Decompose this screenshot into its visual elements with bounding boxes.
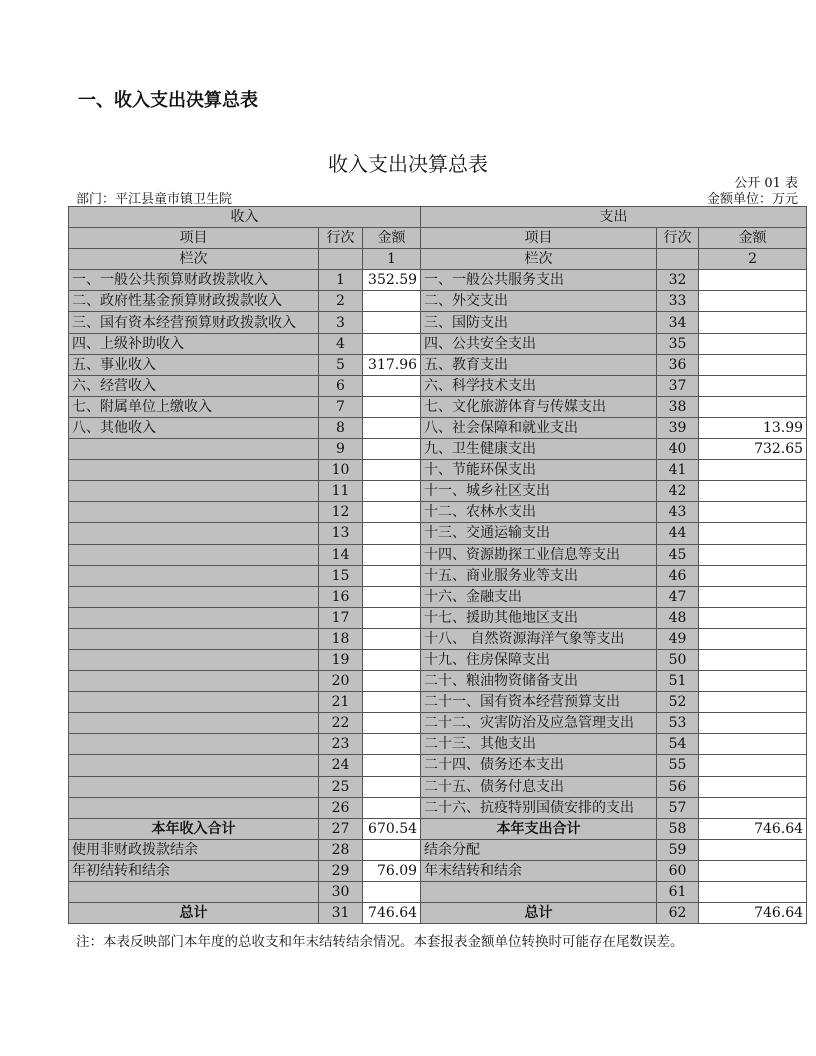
expense-amount — [699, 649, 807, 670]
expense-amount — [699, 565, 807, 586]
income-amount — [363, 649, 421, 670]
expense-item: 本年支出合计 — [421, 818, 657, 839]
expense-amount — [699, 882, 807, 903]
expense-amount — [699, 734, 807, 755]
table-row — [69, 797, 807, 818]
income-item — [69, 649, 319, 670]
table-row — [69, 523, 807, 544]
expense-item: 二十一、国有资本经营预算支出 — [421, 692, 657, 713]
income-amount: 670.54 — [363, 818, 421, 839]
expense-item: 十四、资源勘探工业信息等支出 — [421, 544, 657, 565]
expense-item: 年末结转和结余 — [421, 860, 657, 881]
income-amount: 317.96 — [363, 354, 421, 375]
income-item — [69, 607, 319, 628]
expense-item: 二十三、其他支出 — [421, 734, 657, 755]
income-amount: 352.59 — [363, 270, 421, 291]
expense-header: 支出 — [421, 207, 807, 228]
expense-line-number: 53 — [657, 713, 699, 734]
expense-line-number: 37 — [657, 375, 699, 396]
table-row — [69, 734, 807, 755]
expense-line-number: 59 — [657, 839, 699, 860]
expense-amount — [699, 692, 807, 713]
income-line-number: 2 — [319, 291, 363, 312]
income-item — [69, 439, 319, 460]
expense-amount — [699, 291, 807, 312]
income-item: 六、经营收入 — [69, 375, 319, 396]
expense-line-number: 55 — [657, 755, 699, 776]
expense-line-number: 50 — [657, 649, 699, 670]
income-line-number: 24 — [319, 755, 363, 776]
expense-line-number: 45 — [657, 544, 699, 565]
expense-line-number: 34 — [657, 312, 699, 333]
table-row — [69, 818, 807, 839]
expense-item: 十、节能环保支出 — [421, 460, 657, 481]
income-amount: 76.09 — [363, 860, 421, 881]
expense-amount — [699, 460, 807, 481]
expense-item: 十七、援助其他地区支出 — [421, 607, 657, 628]
section-title: 一、收入支出决算总表 — [78, 90, 258, 111]
expense-line-number: 35 — [657, 333, 699, 354]
expense-line-number: 41 — [657, 460, 699, 481]
income-item — [69, 755, 319, 776]
income-item — [69, 797, 319, 818]
income-line-number: 15 — [319, 565, 363, 586]
expense-amount — [699, 671, 807, 692]
expense-amount — [699, 333, 807, 354]
expense-item: 十五、商业服务业等支出 — [421, 565, 657, 586]
income-amount — [363, 291, 421, 312]
income-amount — [363, 628, 421, 649]
income-line-number: 18 — [319, 628, 363, 649]
expense-line-number: 58 — [657, 818, 699, 839]
income-amount — [363, 607, 421, 628]
income-amount — [363, 734, 421, 755]
expense-item: 十八、 自然资源海洋气象等支出 — [421, 628, 657, 649]
income-line-number: 21 — [319, 692, 363, 713]
income-line-number: 27 — [319, 818, 363, 839]
income-line-number: 8 — [319, 417, 363, 438]
income-amount — [363, 439, 421, 460]
expense-item: 十三、交通运输支出 — [421, 523, 657, 544]
income-expense-table — [68, 206, 807, 924]
income-item: 四、上级补助收入 — [69, 333, 319, 354]
expense-line-header: 行次 — [657, 228, 699, 249]
expense-item: 十一、城乡社区支出 — [421, 481, 657, 502]
income-amount — [363, 671, 421, 692]
expense-amount — [699, 396, 807, 417]
income-line-number: 31 — [319, 903, 363, 924]
expense-amount: 13.99 — [699, 417, 807, 438]
income-item: 一、一般公共预算财政拨款收入 — [69, 270, 319, 291]
income-line-number: 19 — [319, 649, 363, 670]
income-item: 七、附属单位上缴收入 — [69, 396, 319, 417]
expense-item: 十二、农林水支出 — [421, 502, 657, 523]
income-item-header: 项目 — [69, 228, 319, 249]
expense-amount — [699, 607, 807, 628]
table-row — [69, 460, 807, 481]
income-amount — [363, 797, 421, 818]
expense-item: 二、外交支出 — [421, 291, 657, 312]
expense-item: 八、社会保障和就业支出 — [421, 417, 657, 438]
expense-item: 一、一般公共服务支出 — [421, 270, 657, 291]
income-line-number: 10 — [319, 460, 363, 481]
income-line-number: 7 — [319, 396, 363, 417]
expense-item: 十九、住房保障支出 — [421, 649, 657, 670]
table-row — [69, 439, 807, 460]
expense-amount — [699, 776, 807, 797]
table-row — [69, 502, 807, 523]
income-line-number: 26 — [319, 797, 363, 818]
table-row — [69, 713, 807, 734]
form-number: 公开 01 表 — [734, 176, 798, 191]
expense-item: 四、公共安全支出 — [421, 333, 657, 354]
income-item — [69, 671, 319, 692]
expense-line-number: 51 — [657, 671, 699, 692]
income-line-number: 11 — [319, 481, 363, 502]
income-item — [69, 544, 319, 565]
expense-line-number: 40 — [657, 439, 699, 460]
expense-line-number: 56 — [657, 776, 699, 797]
table-row — [69, 354, 807, 375]
expense-line-number: 38 — [657, 396, 699, 417]
table-row — [69, 903, 807, 924]
income-amount — [363, 776, 421, 797]
empty-cell — [657, 249, 699, 270]
income-item: 八、其他收入 — [69, 417, 319, 438]
table-row — [69, 291, 807, 312]
expense-amount — [699, 270, 807, 291]
table-row — [69, 860, 807, 881]
expense-item: 六、科学技术支出 — [421, 375, 657, 396]
income-amount-header: 金额 — [363, 228, 421, 249]
column-number-row — [69, 249, 807, 270]
income-amount — [363, 375, 421, 396]
income-item — [69, 776, 319, 797]
expense-amount — [699, 755, 807, 776]
income-column-number: 1 — [363, 249, 421, 270]
income-amount — [363, 312, 421, 333]
expense-item: 结余分配 — [421, 839, 657, 860]
unit-label: 金额单位：万元 — [706, 192, 798, 207]
expense-item-header: 项目 — [421, 228, 657, 249]
expense-amount — [699, 628, 807, 649]
income-header: 收入 — [69, 207, 421, 228]
expense-line-number: 57 — [657, 797, 699, 818]
table-row — [69, 776, 807, 797]
income-line-number: 9 — [319, 439, 363, 460]
table-row — [69, 671, 807, 692]
footnote: 注：本表反映部门本年度的总收支和年末结转结余情况。本套报表金额单位转换时可能存在尾数误差。 — [76, 934, 684, 950]
income-item: 总计 — [69, 903, 319, 924]
income-line-number: 3 — [319, 312, 363, 333]
income-amount — [363, 755, 421, 776]
expense-line-number: 36 — [657, 354, 699, 375]
income-line-number: 14 — [319, 544, 363, 565]
expense-item — [421, 882, 657, 903]
expense-item: 二十、粮油物资储备支出 — [421, 671, 657, 692]
income-item: 年初结转和结余 — [69, 860, 319, 881]
expense-item: 十六、金融支出 — [421, 586, 657, 607]
expense-item: 三、国防支出 — [421, 312, 657, 333]
expense-item: 九、卫生健康支出 — [421, 439, 657, 460]
income-line-number: 1 — [319, 270, 363, 291]
table-row — [69, 333, 807, 354]
expense-amount — [699, 523, 807, 544]
income-line-number: 28 — [319, 839, 363, 860]
income-item: 使用非财政拨款结余 — [69, 839, 319, 860]
expense-amount — [699, 860, 807, 881]
table-row — [69, 270, 807, 291]
expense-amount: 746.64 — [699, 903, 807, 924]
empty-cell — [319, 249, 363, 270]
expense-item: 二十二、灾害防治及应急管理支出 — [421, 713, 657, 734]
income-item: 本年收入合计 — [69, 818, 319, 839]
expense-item: 七、文化旅游体育与传媒支出 — [421, 396, 657, 417]
income-amount — [363, 396, 421, 417]
expense-amount: 746.64 — [699, 818, 807, 839]
expense-item: 二十四、债务还本支出 — [421, 755, 657, 776]
income-line-number: 20 — [319, 671, 363, 692]
expense-amount — [699, 375, 807, 396]
expense-line-number: 42 — [657, 481, 699, 502]
income-amount — [363, 333, 421, 354]
income-line-number: 4 — [319, 333, 363, 354]
income-line-number: 5 — [319, 354, 363, 375]
income-item — [69, 713, 319, 734]
income-amount — [363, 481, 421, 502]
income-item: 五、事业收入 — [69, 354, 319, 375]
expense-line-number: 49 — [657, 628, 699, 649]
table-row — [69, 586, 807, 607]
header-row-section — [69, 207, 807, 228]
income-amount: 746.64 — [363, 903, 421, 924]
expense-line-number: 52 — [657, 692, 699, 713]
expense-item: 二十六、抗疫特别国债安排的支出 — [421, 797, 657, 818]
table-row — [69, 481, 807, 502]
income-line-number: 16 — [319, 586, 363, 607]
expense-line-number: 47 — [657, 586, 699, 607]
table-row — [69, 607, 807, 628]
expense-amount — [699, 586, 807, 607]
expense-item: 二十五、债务付息支出 — [421, 776, 657, 797]
income-item — [69, 734, 319, 755]
income-item — [69, 481, 319, 502]
expense-line-number: 62 — [657, 903, 699, 924]
expense-amount — [699, 312, 807, 333]
expense-amount — [699, 713, 807, 734]
income-item — [69, 692, 319, 713]
income-line-number: 30 — [319, 882, 363, 903]
expense-line-number: 48 — [657, 607, 699, 628]
expense-item: 总计 — [421, 903, 657, 924]
income-amount — [363, 586, 421, 607]
income-amount — [363, 565, 421, 586]
income-item — [69, 586, 319, 607]
page-title: 收入支出决算总表 — [328, 152, 488, 176]
table-row — [69, 649, 807, 670]
table-row — [69, 396, 807, 417]
expense-line-number: 54 — [657, 734, 699, 755]
expense-line-number: 32 — [657, 270, 699, 291]
expense-line-number: 39 — [657, 417, 699, 438]
income-amount — [363, 882, 421, 903]
table-row — [69, 839, 807, 860]
expense-amount — [699, 797, 807, 818]
income-item — [69, 502, 319, 523]
expense-item: 五、教育支出 — [421, 354, 657, 375]
income-line-number: 12 — [319, 502, 363, 523]
table-row — [69, 544, 807, 565]
income-item — [69, 882, 319, 903]
expense-line-number: 46 — [657, 565, 699, 586]
expense-amount-header: 金额 — [699, 228, 807, 249]
income-line-number: 22 — [319, 713, 363, 734]
table-row — [69, 882, 807, 903]
income-amount — [363, 460, 421, 481]
table-row — [69, 565, 807, 586]
table-row — [69, 417, 807, 438]
expense-column-number: 2 — [699, 249, 807, 270]
income-amount — [363, 839, 421, 860]
income-item — [69, 523, 319, 544]
table-row — [69, 628, 807, 649]
expense-line-number: 60 — [657, 860, 699, 881]
income-line-number: 13 — [319, 523, 363, 544]
table-row — [69, 312, 807, 333]
income-amount — [363, 713, 421, 734]
income-amount — [363, 692, 421, 713]
income-amount — [363, 544, 421, 565]
income-amount — [363, 502, 421, 523]
income-item: 二、政府性基金预算财政拨款收入 — [69, 291, 319, 312]
expense-amount — [699, 502, 807, 523]
expense-amount — [699, 354, 807, 375]
income-item — [69, 628, 319, 649]
header-row-columns — [69, 228, 807, 249]
column-label: 栏次 — [69, 249, 319, 270]
expense-line-number: 44 — [657, 523, 699, 544]
income-item — [69, 460, 319, 481]
expense-amount — [699, 481, 807, 502]
income-line-number: 29 — [319, 860, 363, 881]
income-line-number: 17 — [319, 607, 363, 628]
income-line-header: 行次 — [319, 228, 363, 249]
income-line-number: 23 — [319, 734, 363, 755]
income-line-number: 25 — [319, 776, 363, 797]
table-row — [69, 375, 807, 396]
income-line-number: 6 — [319, 375, 363, 396]
income-amount — [363, 523, 421, 544]
income-item: 三、国有资本经营预算财政拨款收入 — [69, 312, 319, 333]
table-row — [69, 755, 807, 776]
income-amount — [363, 417, 421, 438]
expense-amount — [699, 544, 807, 565]
column-label: 栏次 — [421, 249, 657, 270]
expense-line-number: 43 — [657, 502, 699, 523]
income-item — [69, 565, 319, 586]
department-label: 部门：平江县童市镇卫生院 — [76, 192, 233, 207]
expense-amount: 732.65 — [699, 439, 807, 460]
expense-line-number: 33 — [657, 291, 699, 312]
table-row — [69, 692, 807, 713]
expense-line-number: 61 — [657, 882, 699, 903]
expense-amount — [699, 839, 807, 860]
